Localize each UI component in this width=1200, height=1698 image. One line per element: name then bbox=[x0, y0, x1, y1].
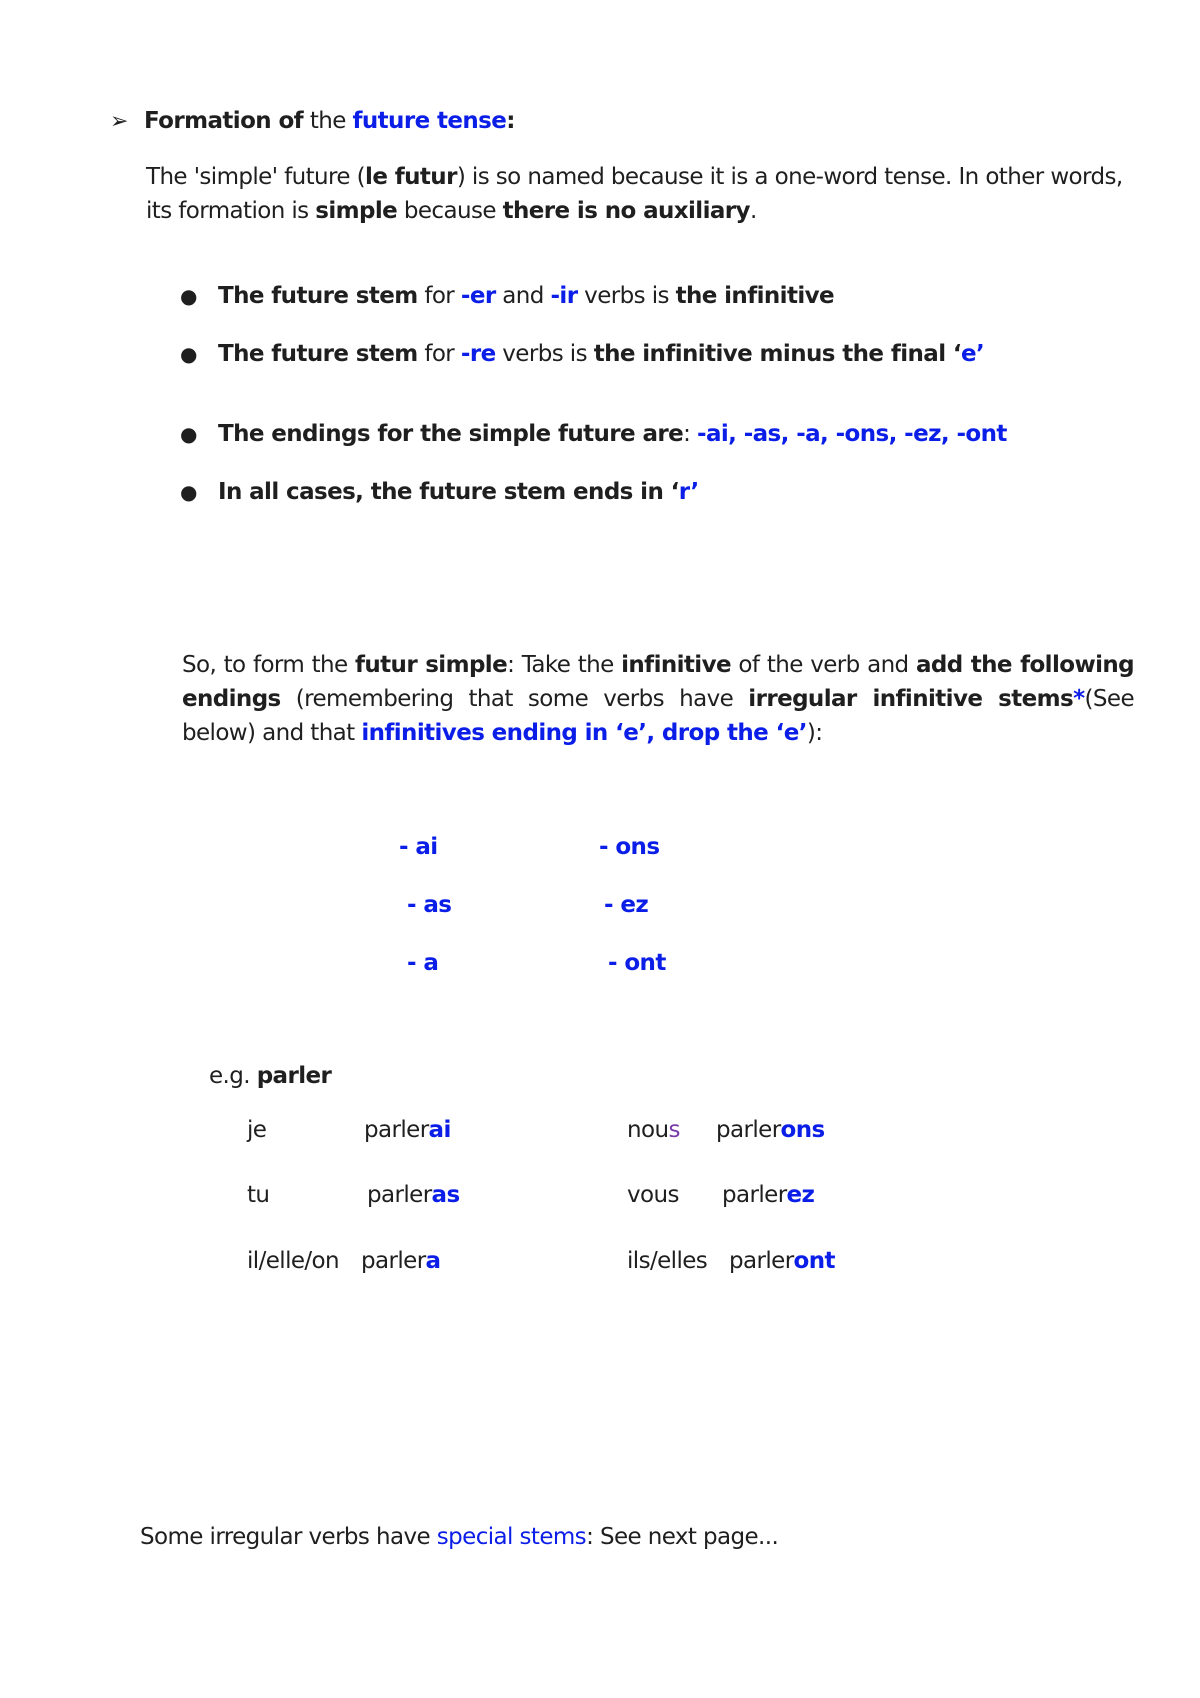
ending-singular: - as bbox=[407, 892, 452, 918]
conjugated-verb bbox=[722, 1182, 814, 1208]
procedure-text: (See below) and that bbox=[182, 686, 1135, 746]
procedure-text: ): bbox=[806, 720, 823, 746]
procedure-text: of the verb and bbox=[731, 652, 916, 678]
pronoun-text: vous bbox=[627, 1182, 679, 1208]
heading-part1: Formation of bbox=[144, 108, 304, 134]
verb-ending: ons bbox=[780, 1117, 825, 1143]
bullet-text: verbs is bbox=[577, 283, 676, 309]
bullet-blue: -re bbox=[460, 341, 496, 367]
bullet-dot-icon: ● bbox=[180, 422, 197, 446]
bullet-item bbox=[180, 283, 834, 309]
procedure-bold: futur simple bbox=[354, 652, 508, 678]
bullet-blue: -ai, -as, -a, -ons, -ez, -ont bbox=[697, 421, 1007, 447]
bullet-bold: The future stem bbox=[218, 283, 418, 309]
pronoun: je bbox=[247, 1117, 267, 1143]
intro-bold: le futur bbox=[365, 164, 457, 190]
pronoun: tu bbox=[247, 1182, 270, 1208]
procedure-text: (remembering that some verbs have bbox=[280, 686, 749, 712]
intro-bold: simple bbox=[315, 198, 398, 224]
verb-ending: ont bbox=[793, 1248, 835, 1274]
bullet-dot-icon: ● bbox=[180, 480, 197, 504]
verb-stem: parler bbox=[729, 1248, 794, 1274]
bullet-bold: the infinitive minus the final ‘ bbox=[593, 341, 962, 367]
intro-text: ) is so named because it is a one-word tense. In other words, its formation is bbox=[146, 164, 1123, 224]
example-label bbox=[209, 1063, 331, 1089]
pronoun: il/elle/on bbox=[247, 1248, 340, 1274]
verb-stem: parler bbox=[364, 1117, 429, 1143]
footer-text: : See next page... bbox=[586, 1524, 779, 1550]
conjugated-verb bbox=[367, 1182, 460, 1208]
verb-stem: parler bbox=[722, 1182, 787, 1208]
procedure-star: * bbox=[1073, 686, 1085, 712]
bullet-text: verbs is bbox=[495, 341, 594, 367]
bullet-blue: r’ bbox=[678, 479, 699, 505]
pronoun-text: nou bbox=[627, 1117, 669, 1143]
bullet-text: : bbox=[683, 421, 697, 447]
example-verb: parler bbox=[256, 1063, 332, 1089]
procedure-bold: irregular infinitive stems bbox=[748, 686, 1074, 712]
footer-text: Some irregular verbs have bbox=[140, 1524, 437, 1550]
procedure-text: So, to form the bbox=[182, 652, 355, 678]
pronoun-text: s bbox=[668, 1117, 680, 1143]
verb-ending: ez bbox=[786, 1182, 815, 1208]
procedure-paragraph bbox=[182, 648, 1134, 750]
ending-singular: - a bbox=[407, 950, 439, 976]
verb-ending: as bbox=[431, 1182, 460, 1208]
footer-note bbox=[140, 1524, 778, 1550]
pronoun-text: ils/elles bbox=[627, 1248, 708, 1274]
pronoun bbox=[627, 1117, 680, 1143]
example-prefix: e.g. bbox=[209, 1063, 257, 1089]
pronoun bbox=[627, 1248, 707, 1274]
section-heading bbox=[110, 108, 515, 134]
bullet-blue: e’ bbox=[961, 341, 985, 367]
bullet-bold: In all cases, the future stem ends in ‘ bbox=[218, 479, 679, 505]
heading-part3: future tense bbox=[352, 108, 507, 134]
ending-singular: - ai bbox=[399, 834, 438, 860]
conjugated-verb bbox=[364, 1117, 451, 1143]
bullet-dot-icon: ● bbox=[180, 342, 197, 366]
bullet-text: for bbox=[417, 283, 461, 309]
bullet-dot-icon: ● bbox=[180, 284, 197, 308]
bullet-bold: The endings for the simple future are bbox=[218, 421, 684, 447]
procedure-bold: infinitive bbox=[621, 652, 731, 678]
bullet-item bbox=[180, 421, 1007, 447]
procedure-blue-bold: infinitives ending in ‘e’, drop the ‘e’ bbox=[361, 720, 807, 746]
conjugated-verb bbox=[716, 1117, 825, 1143]
bullet-bold: The future stem bbox=[218, 341, 418, 367]
ending-plural: - ez bbox=[604, 892, 649, 918]
heading-colon: : bbox=[506, 108, 515, 134]
verb-ending: ai bbox=[428, 1117, 451, 1143]
bullet-bold: the infinitive bbox=[675, 283, 835, 309]
intro-text: . bbox=[749, 198, 757, 224]
bullet-text: and bbox=[495, 283, 551, 309]
intro-text: The 'simple' future ( bbox=[146, 164, 366, 190]
procedure-bold: add the following endings bbox=[182, 652, 1135, 712]
verb-stem: parler bbox=[716, 1117, 781, 1143]
verb-ending: a bbox=[425, 1248, 441, 1274]
bullet-blue: -ir bbox=[550, 283, 578, 309]
conjugated-verb bbox=[361, 1248, 440, 1274]
procedure-text: : Take the bbox=[507, 652, 622, 678]
ending-plural: - ons bbox=[599, 834, 660, 860]
intro-text: because bbox=[397, 198, 503, 224]
ending-plural: - ont bbox=[608, 950, 666, 976]
bullet-text: for bbox=[417, 341, 461, 367]
intro-bold: there is no auxiliary bbox=[502, 198, 750, 224]
conjugated-verb bbox=[729, 1248, 835, 1274]
footer-link-text: special stems bbox=[436, 1524, 587, 1550]
pronoun bbox=[627, 1182, 679, 1208]
intro-paragraph bbox=[146, 160, 1126, 228]
bullet-blue: -er bbox=[460, 283, 496, 309]
bullet-item bbox=[180, 341, 984, 367]
arrow-bullet-icon: ➢ bbox=[110, 109, 128, 134]
verb-stem: parler bbox=[361, 1248, 426, 1274]
bullet-item bbox=[180, 479, 699, 505]
heading-part2: the bbox=[309, 108, 346, 134]
verb-stem: parler bbox=[367, 1182, 432, 1208]
